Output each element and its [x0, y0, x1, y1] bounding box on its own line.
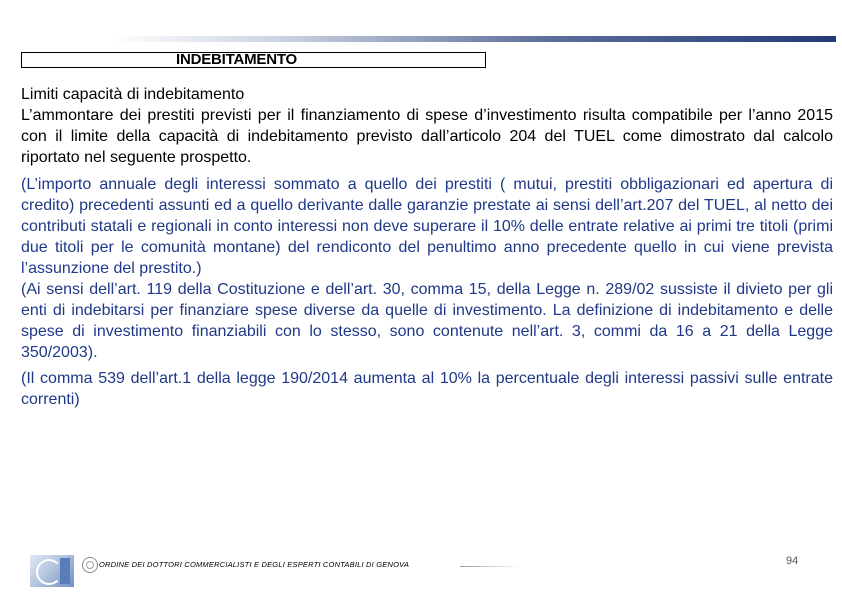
page-number: 94	[786, 555, 799, 567]
title-box	[21, 52, 486, 68]
footer-divider	[460, 566, 520, 567]
note-paragraph-comma-539: (Il comma 539 dell’art.1 della legge 190/2014 aumenta al 10% la percentuale degli interessi passivi sulle entrate correnti)	[21, 370, 833, 408]
note-paragraph-constitution: (Ai sensi dell’art. 119 della Costituzione e dell’art. 30, comma 15, della Legge n. 289/02 sussiste il divieto per gli enti di indebitarsi per finanziare spese diverse da quelle di investimento. La definizione di indebitamento e delle spese di investimento finanziabili con lo stesso, sono contenute nell’art. 3, commi da 16 a 21 della Legge 350/2003).	[21, 281, 833, 361]
section-subtitle: Limiti capacità di indebitamento	[21, 86, 245, 103]
header-gradient-bar	[110, 36, 836, 42]
intro-paragraph: L’ammontare dei prestiti previsti per il finanziamento di spese d’investimento risulta compatibile per l’anno 2015 con il limite della capacità di indebitamento previsto dall’articolo 204 del TUEL come dimostrato dal calcolo riportato nel seguente prospetto.	[21, 107, 833, 166]
page-title: INDEBITAMENTO	[176, 51, 298, 68]
body-text	[21, 84, 833, 410]
odcec-logo-icon	[30, 555, 74, 587]
seal-icon	[82, 557, 98, 573]
note-paragraph-interest-limit: (L’importo annuale degli interessi sommato a quello dei prestiti ( mutui, prestiti obbligazionari ed apertura di credito) precedenti assunti ed a quello derivante dalle garanzie prestate ai sensi dell’art.207 del TUEL, al netto dei contributi statali e regionali in conto interessi non deve superare il 10% delle entrate relative ai primi tre titoli (primi due titoli per le comunità montane) del rendiconto del penultimo anno precedente quello in cui viene prevista l’assunzione del prestito.)	[21, 176, 833, 277]
footer-organization: ORDINE DEI DOTTORI COMMERCIALISTI E DEGLI ESPERTI CONTABILI DI GENOVA	[99, 560, 410, 569]
